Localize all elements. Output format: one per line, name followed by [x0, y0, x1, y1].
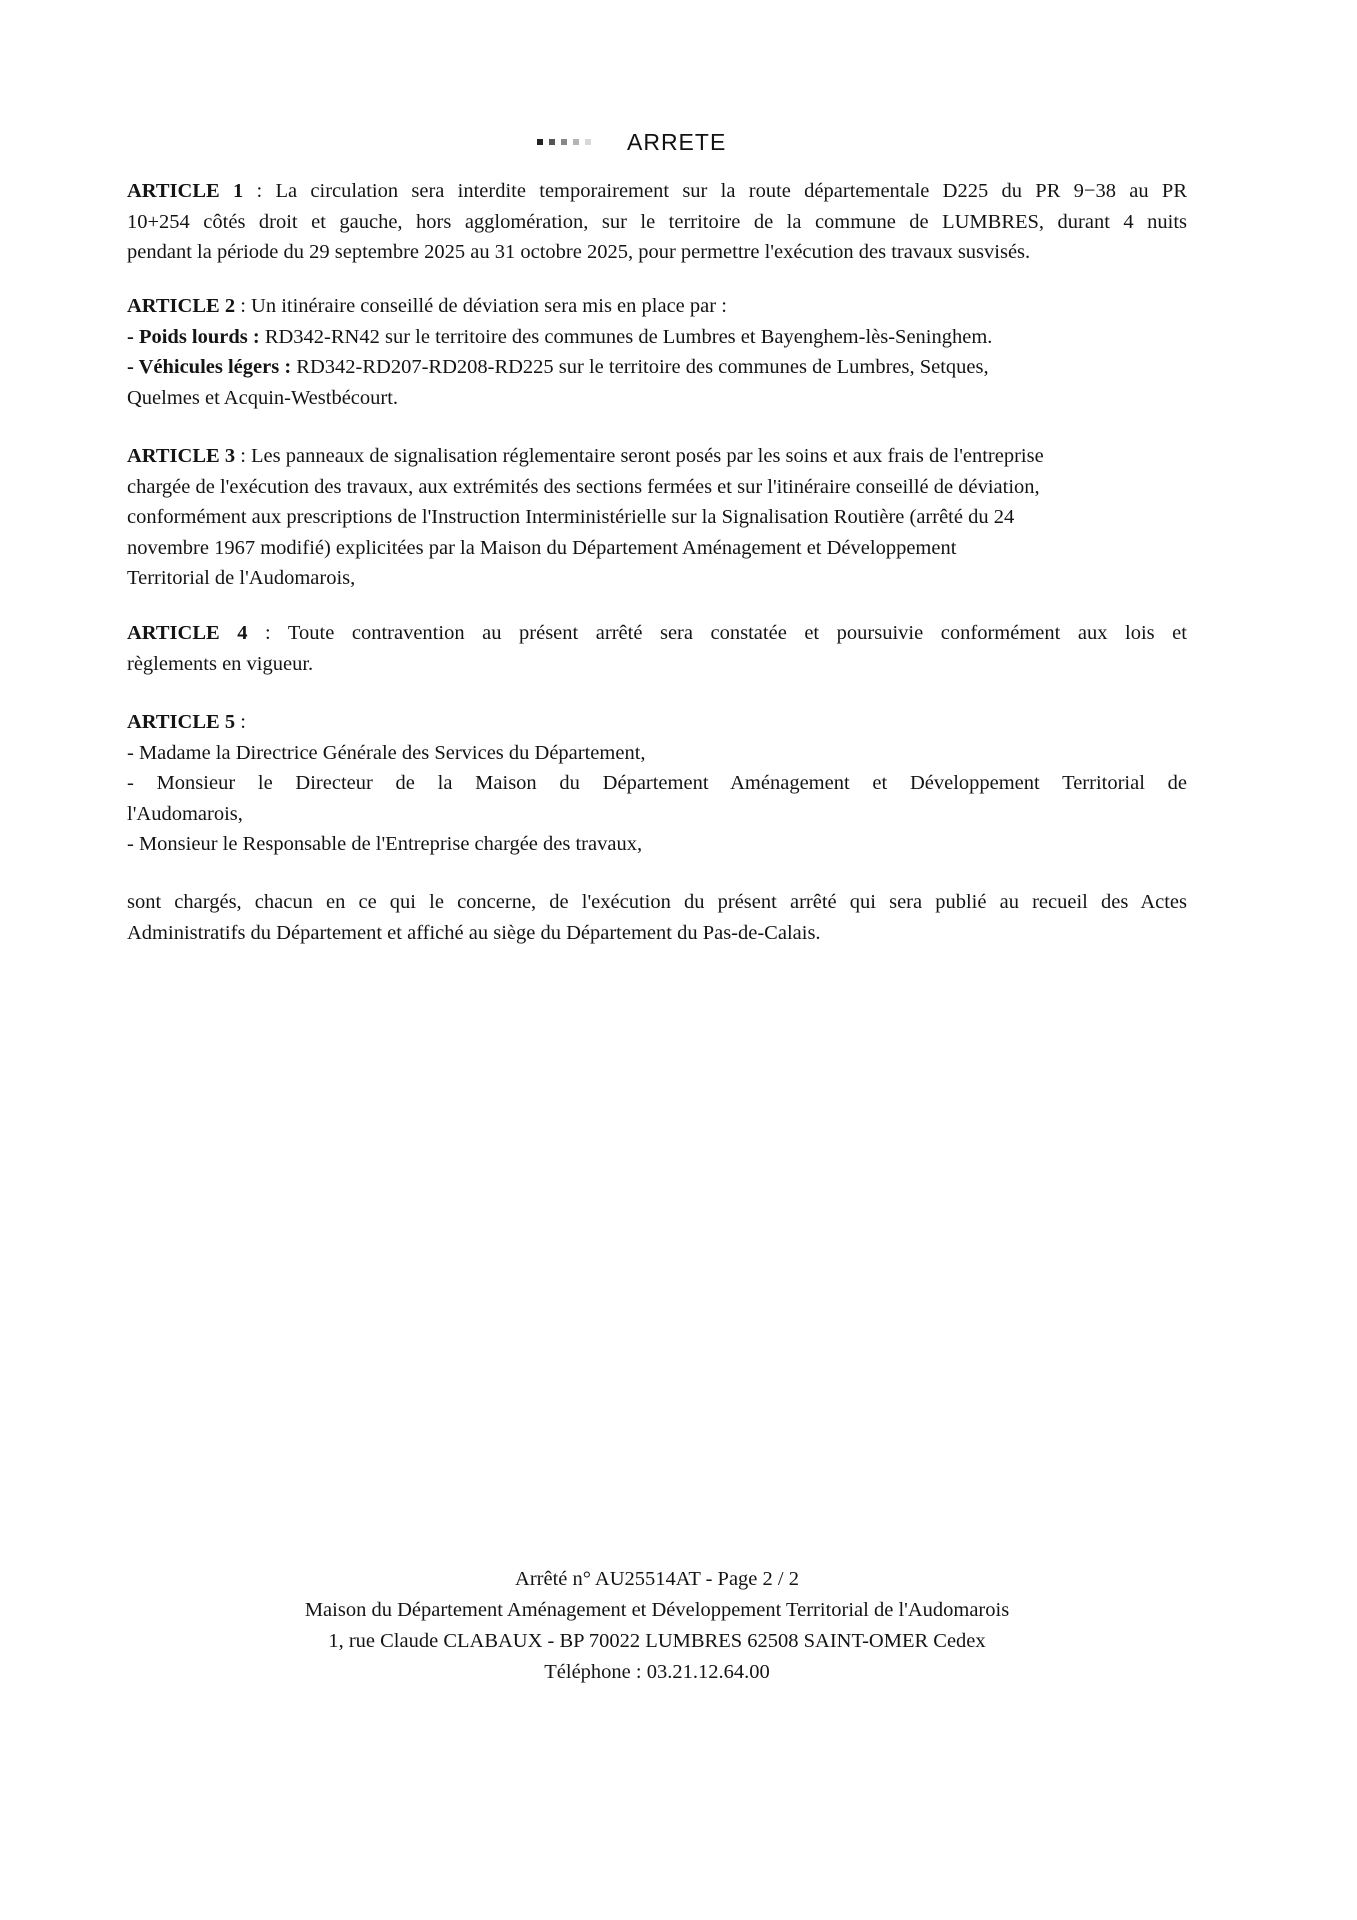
article-3-line	[127, 472, 1187, 503]
dot-mark	[537, 139, 543, 145]
article-5	[127, 707, 1187, 860]
footer-reference: Arrêté n° AU25514AT - Page 2 / 2	[515, 1568, 799, 1590]
article-1-line	[127, 207, 1187, 238]
article-text: : Un itinéraire conseillé de déviation sera mis en place par :	[235, 295, 727, 317]
article-4	[127, 618, 1187, 679]
article-text: : Les panneaux de signalisation réglementaire seront posés par les soins et aux frais de l'entreprise	[235, 445, 1044, 467]
article-label: ARTICLE 5	[127, 711, 236, 733]
article-2	[127, 291, 1187, 413]
article-2-line	[127, 383, 1187, 414]
article-text: l'Audomarois,	[127, 802, 243, 825]
article-label: ARTICLE 1	[127, 180, 244, 202]
article-1-line	[127, 237, 1187, 268]
article-text: Territorial de l'Audomarois,	[127, 567, 356, 589]
article-text: chargée de l'exécution des travaux, aux extrémités des sections fermées et sur l'itinéraire conseillé de déviation,	[127, 475, 1040, 498]
article-3	[127, 441, 1187, 594]
article-5-line	[127, 799, 1187, 830]
article-1-line	[127, 176, 1187, 207]
article-2-line	[127, 322, 1187, 353]
dot-mark	[561, 139, 567, 145]
footer-organisation: Maison du Département Aménagement et Développement Territorial de l'Audomarois	[304, 1599, 1010, 1621]
page-footer	[127, 1564, 1187, 1688]
closing-paragraph	[127, 887, 1187, 948]
article-label: ARTICLE 2	[127, 295, 236, 317]
article-text: : Toute contravention au présent arrêté sera constatée et poursuivie conformément aux lois et	[247, 622, 1187, 644]
article-5-line	[127, 707, 1187, 738]
article-text: - Monsieur le Directeur de la Maison du Département Aménagement et Développement Territorial de	[127, 772, 1187, 794]
article-5-line	[127, 738, 1187, 769]
article-text: règlements en vigueur.	[127, 652, 314, 675]
footer-address: 1, rue Claude CLABAUX - BP 70022 LUMBRES 62508 SAINT-OMER Cedex	[328, 1630, 986, 1652]
article-2-line	[127, 291, 1187, 322]
article-4-line	[127, 649, 1187, 680]
article-4-line	[127, 618, 1187, 649]
article-text: RD342-RN42 sur le territoire des communes de Lumbres et Bayenghem-lès-Seninghem.	[259, 325, 993, 348]
document-title: ARRETE	[627, 128, 727, 155]
article-text: RD342-RD207-RD208-RD225 sur le territoire des communes de Lumbres, Setques,	[291, 356, 989, 378]
article-label: ARTICLE 4	[127, 622, 248, 644]
article-1	[127, 176, 1187, 268]
decorative-dots	[537, 139, 597, 145]
closing-line	[127, 918, 1187, 949]
route-category-label: - Poids lourds :	[127, 325, 260, 348]
article-label: ARTICLE 3	[127, 445, 236, 467]
article-3-line	[127, 502, 1187, 533]
article-3-line	[127, 441, 1187, 472]
article-text: :	[235, 711, 246, 733]
article-text: pendant la période du 29 septembre 2025 au 31 octobre 2025, pour permettre l'exécution des travaux susvisés.	[127, 241, 1031, 263]
article-text: - Monsieur le Responsable de l'Entreprise chargée des travaux,	[127, 833, 643, 855]
article-3-line	[127, 533, 1187, 564]
article-text: : La circulation sera interdite temporairement sur la route départementale D225 du PR 9−38 au PR	[243, 180, 1187, 202]
article-2-line	[127, 352, 1187, 383]
article-text: 10+254 côtés droit et gauche, hors agglomération, sur le territoire de la commune de LUMBRES, durant 4 nuits	[127, 210, 1187, 233]
dot-mark	[585, 139, 591, 145]
dot-mark	[549, 139, 555, 145]
dot-mark	[573, 139, 579, 145]
closing-text: sont chargés, chacun en ce qui le concerne, de l'exécution du présent arrêté qui sera publié au recueil des Actes	[127, 891, 1187, 913]
article-5-line	[127, 768, 1187, 799]
title-row	[537, 128, 726, 156]
article-5-line	[127, 829, 1187, 860]
article-3-line	[127, 563, 1187, 594]
footer-phone: Téléphone : 03.21.12.64.00	[544, 1661, 770, 1683]
route-category-label: - Véhicules légers :	[127, 356, 292, 378]
closing-text: Administratifs du Département et affiché au siège du Département du Pas-de-Calais.	[127, 921, 821, 944]
article-text: conformément aux prescriptions de l'Instruction Interministérielle sur la Signalisation Routière (arrêté du 24	[127, 506, 1015, 528]
article-text: Quelmes et Acquin-Westbécourt.	[127, 386, 399, 409]
closing-line	[127, 887, 1187, 918]
article-text: novembre 1967 modifié) explicitées par la Maison du Département Aménagement et Développement	[127, 536, 957, 559]
article-text: - Madame la Directrice Générale des Services du Département,	[127, 741, 646, 764]
